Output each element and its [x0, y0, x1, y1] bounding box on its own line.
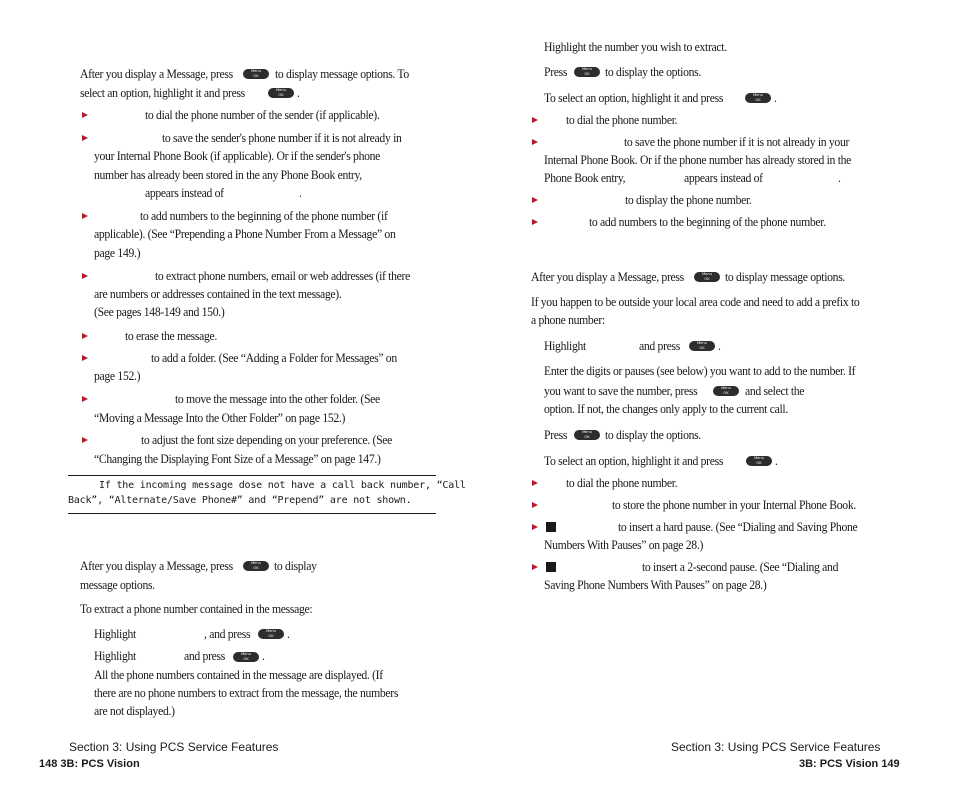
page-number: 3B: PCS Vision 149: [799, 758, 900, 770]
step-text: and press: [639, 339, 680, 353]
menu-ok-key-icon: [233, 652, 259, 662]
menu-ok-key-icon: [243, 69, 269, 79]
step-text: Enter the digits or pauses (see below) you want to add to the number. If: [544, 364, 856, 378]
red-triangle-bullet-icon: [82, 213, 88, 219]
section-footer: Section 3: Using PCS Service Features: [69, 740, 279, 754]
bullet-text: to save the sender's phone number if it is not already in: [162, 131, 402, 145]
bullet-text: page 152.): [94, 369, 141, 383]
step-text: you want to save the number, press: [544, 384, 698, 398]
menu-ok-key-icon: [258, 629, 284, 639]
step-text: Highlight: [94, 627, 136, 641]
red-triangle-bullet-icon: [82, 437, 88, 443]
step-text: .: [718, 339, 721, 353]
red-triangle-bullet-icon: [82, 396, 88, 402]
step-text: to display the options.: [605, 428, 701, 442]
step-text: .: [262, 649, 265, 663]
step-text: are not displayed.): [94, 704, 175, 718]
intro-text: select an option, highlight it and press: [80, 86, 245, 100]
note-bottom-rule: [68, 513, 436, 514]
red-triangle-bullet-icon: [82, 273, 88, 279]
page-number: 148 3B: PCS Vision: [39, 758, 140, 770]
step-text: there are no phone numbers to extract from the message, the numbers: [94, 686, 399, 700]
bullet-text: appears instead of: [684, 171, 763, 185]
red-triangle-bullet-icon: [532, 480, 538, 486]
bullet-text: to erase the message.: [125, 329, 218, 343]
red-triangle-bullet-icon: [532, 524, 538, 530]
menu-ok-key-icon: [574, 67, 600, 77]
bullet-text: to add a folder. (See “Adding a Folder for Messages” on: [151, 351, 397, 365]
bullet-text: your Internal Phone Book (if applicable). Or if the sender's phone: [94, 149, 381, 163]
bullet-text: number has already been stored in the any Phone Book entry,: [94, 168, 362, 182]
bullet-text: (See pages 148-149 and 150.): [94, 305, 225, 319]
step-text: .: [774, 91, 777, 105]
step-text: Highlight the number you wish to extract.: [544, 40, 727, 54]
menu-ok-key-icon: [689, 341, 715, 351]
step-text: To select an option, highlight it and press: [544, 454, 724, 468]
bullet-text: .: [838, 171, 841, 185]
menu-ok-key-icon: [268, 88, 294, 98]
bullet-text: to dial the phone number.: [566, 113, 678, 127]
red-triangle-bullet-icon: [82, 355, 88, 361]
bullet-text: Internal Phone Book. Or if the phone number has already stored in the: [544, 153, 852, 167]
bullet-text: to insert a hard pause. (See “Dialing and Saving Phone: [618, 520, 858, 534]
bullet-text: to dial the phone number of the sender (if applicable).: [145, 108, 380, 122]
step-text: All the phone numbers contained in the message are displayed. (If: [94, 668, 383, 682]
bullet-text: Phone Book entry,: [544, 171, 626, 185]
intro-text: to display message options. To: [275, 67, 409, 81]
intro-text: .: [297, 86, 300, 100]
intro-text: After you display a Message, press: [80, 67, 233, 81]
step-text: to display the options.: [605, 65, 701, 79]
red-triangle-bullet-icon: [532, 117, 538, 123]
black-square-icon: [546, 562, 556, 572]
bullet-text: appears instead of: [145, 186, 224, 200]
bullet-text: Numbers With Pauses” on page 28.): [544, 538, 704, 552]
red-triangle-bullet-icon: [82, 135, 88, 141]
step-text: Highlight: [94, 649, 136, 663]
note-top-rule: [68, 475, 436, 476]
step-text: Highlight: [544, 339, 586, 353]
menu-ok-key-icon: [243, 561, 269, 571]
bullet-text: to add numbers to the beginning of the phone number (if: [140, 209, 388, 223]
body-text: a phone number:: [531, 313, 605, 327]
body-text: to display message options.: [725, 270, 846, 284]
bullet-text: to add numbers to the beginning of the phone number.: [589, 215, 826, 229]
step-text: option. If not, the changes only apply to the current call.: [544, 402, 788, 416]
bullet-text: to move the message into the other folder. (See: [175, 392, 380, 406]
body-text: After you display a Message, press: [531, 270, 684, 284]
red-triangle-bullet-icon: [532, 139, 538, 145]
bullet-text: to save the phone number if it is not already in your: [624, 135, 850, 149]
body-text: To extract a phone number contained in the message:: [80, 602, 313, 616]
note-text: If the incoming message dose not have a call back number, “Call: [99, 480, 466, 491]
black-square-icon: [546, 522, 556, 532]
red-triangle-bullet-icon: [532, 564, 538, 570]
body-text: message options.: [80, 578, 155, 592]
step-text: and press: [184, 649, 225, 663]
section-footer: Section 3: Using PCS Service Features: [671, 740, 881, 754]
menu-ok-key-icon: [745, 93, 771, 103]
red-triangle-bullet-icon: [532, 219, 538, 225]
bullet-text: page 149.): [94, 246, 141, 260]
step-text: Press: [544, 428, 568, 442]
red-triangle-bullet-icon: [532, 502, 538, 508]
step-text: .: [775, 454, 778, 468]
bullet-text: “Changing the Displaying Font Size of a Message” on page 147.): [94, 452, 381, 466]
red-triangle-bullet-icon: [532, 197, 538, 203]
bullet-text: to extract phone numbers, email or web addresses (if there: [155, 269, 410, 283]
bullet-text: Saving Phone Numbers With Pauses” on page 28.): [544, 578, 767, 592]
red-triangle-bullet-icon: [82, 333, 88, 339]
bullet-text: to store the phone number in your Internal Phone Book.: [612, 498, 856, 512]
bullet-text: .: [299, 186, 302, 200]
menu-ok-key-icon: [713, 386, 739, 396]
bullet-text: to adjust the font size depending on your preference. (See: [141, 433, 393, 447]
step-text: , and press: [204, 627, 251, 641]
note-text: Back”, “Alternate/Save Phone#” and “Prepend” are not shown.: [68, 495, 412, 506]
body-text: to display: [274, 559, 317, 573]
bullet-text: to insert a 2-second pause. (See “Dialing and: [642, 560, 839, 574]
step-text: To select an option, highlight it and press: [544, 91, 724, 105]
bullet-text: “Moving a Message Into the Other Folder” on page 152.): [94, 411, 346, 425]
bullet-text: applicable). (See “Prepending a Phone Number From a Message” on: [94, 227, 396, 241]
bullet-text: to display the phone number.: [625, 193, 752, 207]
menu-ok-key-icon: [694, 272, 720, 282]
body-text: After you display a Message, press: [80, 559, 233, 573]
bullet-text: are numbers or addresses contained in the text message).: [94, 287, 342, 301]
step-text: .: [287, 627, 290, 641]
menu-ok-key-icon: [746, 456, 772, 466]
step-text: Press: [544, 65, 568, 79]
red-triangle-bullet-icon: [82, 112, 88, 118]
bullet-text: to dial the phone number.: [566, 476, 678, 490]
menu-ok-key-icon: [574, 430, 600, 440]
step-text: and select the: [745, 384, 805, 398]
body-text: If you happen to be outside your local area code and need to add a prefix to: [531, 295, 860, 309]
